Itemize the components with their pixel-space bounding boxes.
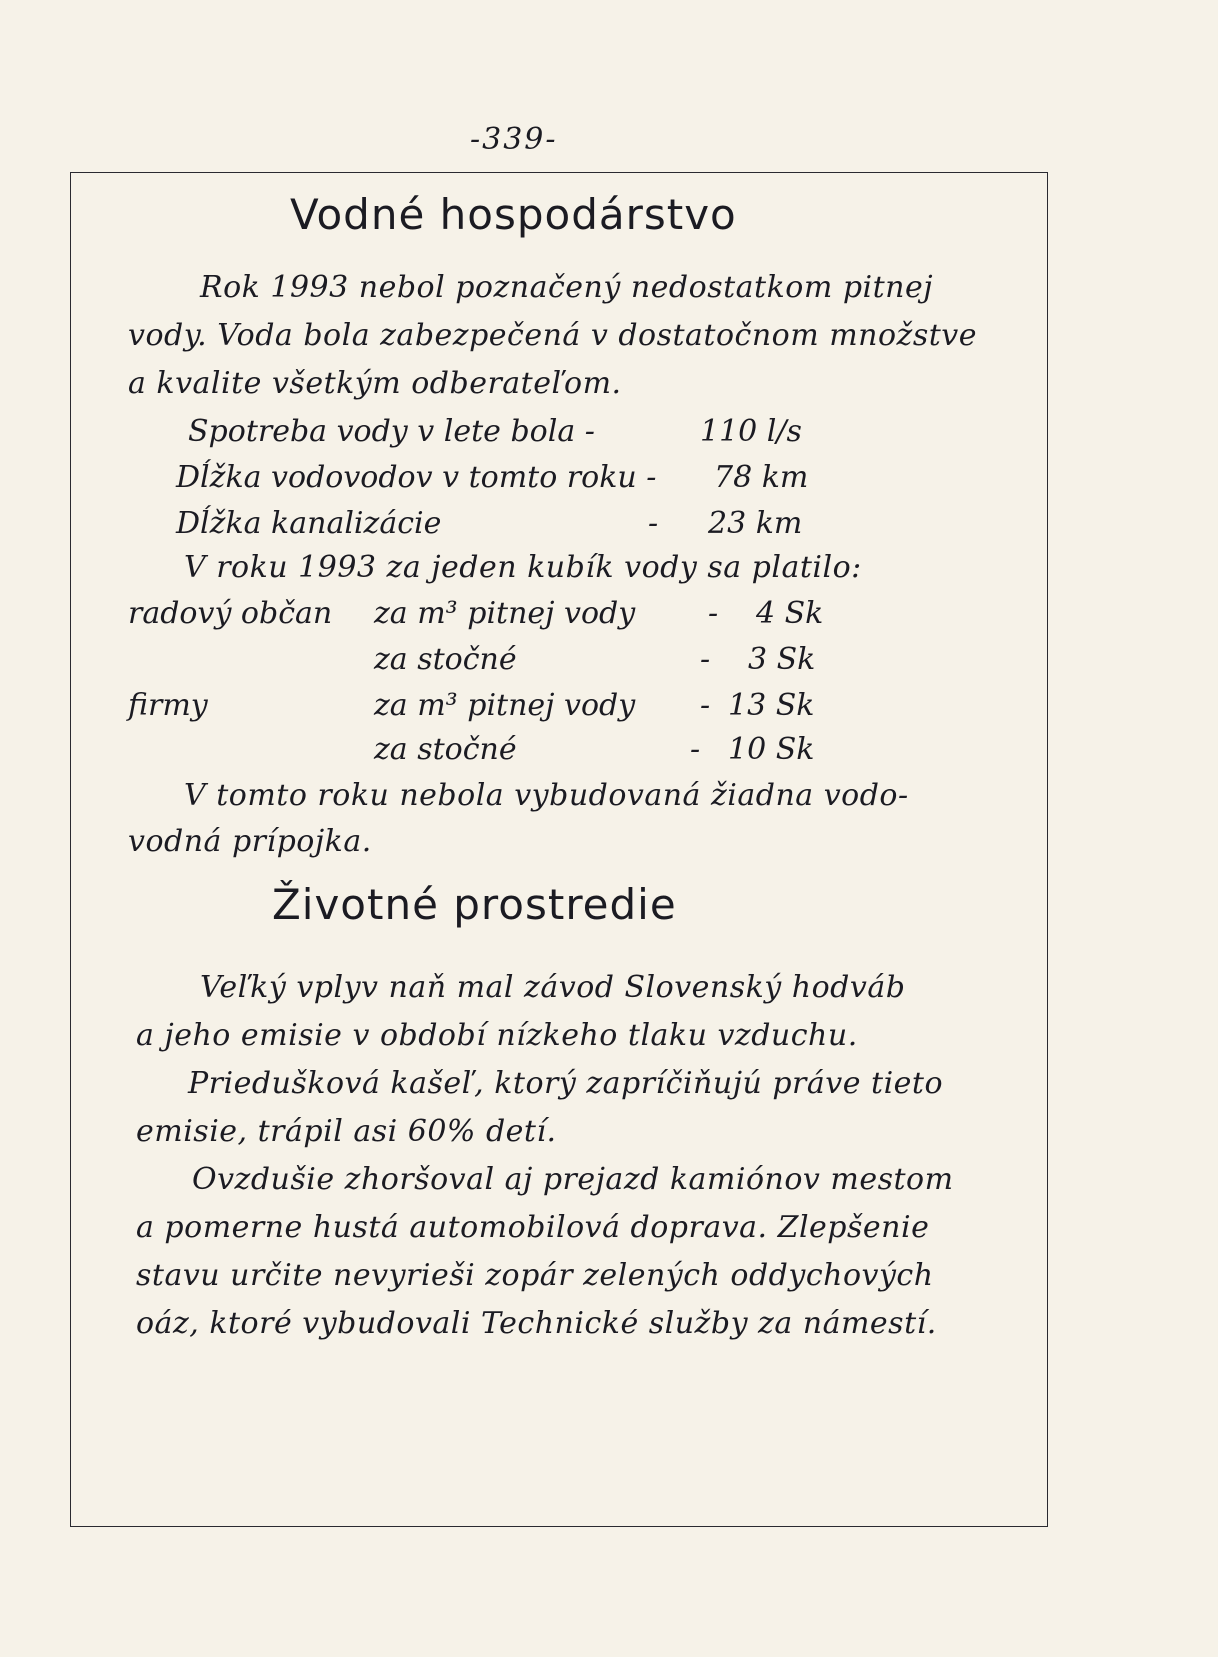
environment-line: stavu určite nevyrieši zopár zelených oddychových xyxy=(136,1258,934,1293)
environment-line: emisie, trápil asi 60% detí. xyxy=(136,1114,557,1149)
price-sep: - xyxy=(700,642,711,677)
price-item: za stočné xyxy=(374,642,517,677)
price-value: 13 Sk xyxy=(728,688,815,723)
environment-line: oáz, ktoré vybudovali Technické služby za námestí. xyxy=(136,1306,937,1341)
stat-value: 23 km xyxy=(708,506,803,541)
stat-label: Dĺžka vodovodov v tomto roku - xyxy=(176,460,657,495)
section-heading-environment: Životné prostredie xyxy=(272,880,677,929)
price-item: za m³ pitnej vody xyxy=(374,596,636,631)
outro-line: vodná prípojka. xyxy=(128,824,372,859)
section-heading-water: Vodné hospodárstvo xyxy=(290,190,737,239)
stat-label: Dĺžka kanalizácie xyxy=(176,506,442,541)
price-intro: V roku 1993 za jeden kubík vody sa platilo: xyxy=(184,550,862,585)
stat-sep: - xyxy=(648,506,659,541)
outro-line: V tomto roku nebola vybudovaná žiadna vodo- xyxy=(184,778,909,813)
price-sep: - xyxy=(700,688,711,723)
environment-line: a pomerne hustá automobilová doprava. Zlepšenie xyxy=(136,1210,930,1245)
price-group: radový občan xyxy=(128,596,333,631)
environment-line: a jeho emisie v období nízkeho tlaku vzduchu. xyxy=(136,1018,858,1053)
environment-line: Ovzdušie zhoršoval aj prejazd kamiónov mestom xyxy=(192,1162,954,1197)
intro-line: a kvalite všetkým odberateľom. xyxy=(128,366,622,401)
price-sep: - xyxy=(690,732,701,767)
price-item: za m³ pitnej vody xyxy=(374,688,636,723)
environment-line: Veľký vplyv naň mal závod Slovenský hodváb xyxy=(200,970,906,1005)
price-group: firmy xyxy=(128,688,208,723)
intro-line: Rok 1993 nebol poznačený nedostatkom pitnej xyxy=(200,270,934,305)
stat-label: Spotreba vody v lete bola - xyxy=(188,414,595,449)
page-number: -339- xyxy=(470,122,558,157)
price-value: 4 Sk xyxy=(756,596,824,631)
price-sep: - xyxy=(708,596,719,631)
price-item: za stočné xyxy=(374,732,517,767)
stat-value: 110 l/s xyxy=(700,414,802,449)
intro-line: vody. Voda bola zabezpečená v dostatočnom množstve xyxy=(128,318,978,353)
stat-value: 78 km xyxy=(714,460,809,495)
price-value: 3 Sk xyxy=(748,642,816,677)
environment-line: Priedušková kašeľ, ktorý zapríčiňujú práve tieto xyxy=(188,1066,944,1101)
price-value: 10 Sk xyxy=(728,732,815,767)
